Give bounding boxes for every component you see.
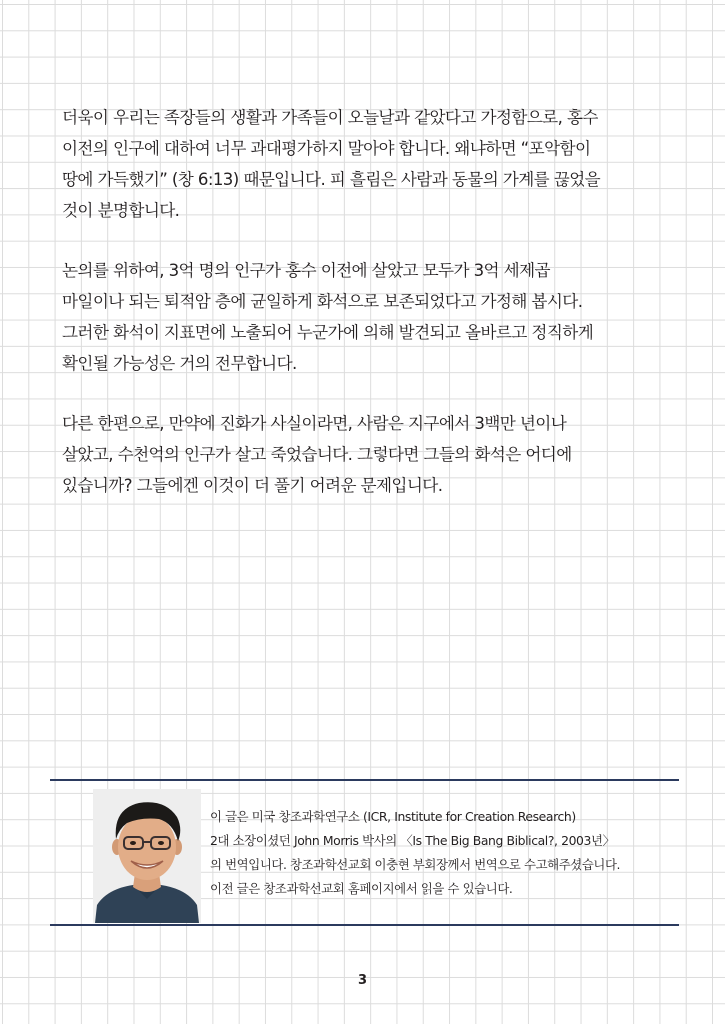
text-line: 살았고, 수천억의 인구가 살고 죽었습니다. 그렇다면 그들의 화석은 어디에 xyxy=(62,445,572,464)
author-portrait-icon xyxy=(93,789,201,923)
text-line: 있습니까? 그들에겐 이것이 더 풀기 어려운 문제입니다. xyxy=(62,476,443,495)
text-line: 마일이나 되는 퇴적암 층에 균일하게 화석으로 보존되었다고 가정해 봅시다. xyxy=(62,292,583,311)
note-line: 이전 글은 창조과학선교회 홈페이지에서 읽을 수 있습니다. xyxy=(210,881,513,896)
paragraph xyxy=(62,408,674,501)
note-line: 이 글은 미국 창조과학연구소 (ICR, Institute for Creation Research) xyxy=(210,809,576,824)
text-line: 다른 한편으로, 만약에 진화가 사실이라면, 사람은 지구에서 3백만 년이나 xyxy=(62,414,567,433)
note-line: 2대 소장이셨던 John Morris 박사의 〈Is The Big Bang Biblical?, 2003년〉 xyxy=(210,833,615,848)
divider-bottom xyxy=(50,924,679,926)
text-line: 확인될 가능성은 거의 전무합니다. xyxy=(62,354,297,373)
text-line: 더욱이 우리는 족장들의 생활과 가족들이 오늘날과 같았다고 가정함으로, 홍수 xyxy=(62,108,598,127)
author-photo xyxy=(93,789,201,923)
page-number: 3 xyxy=(357,973,368,988)
text-line: 그러한 화석이 지표면에 노출되어 누군가에 의해 발견되고 올바르고 정직하게 xyxy=(62,323,594,342)
divider-top xyxy=(50,779,679,781)
article-body xyxy=(62,102,674,530)
paragraph xyxy=(62,255,674,379)
text-line: 땅에 가득했기” (창 6:13) 때문입니다. 피 흘림은 사람과 동물의 가계를 끊었을 xyxy=(62,170,601,189)
author-note xyxy=(210,805,670,901)
text-line: 이전의 인구에 대하여 너무 과대평가하지 말아야 합니다. 왜냐하면 “포악함이 xyxy=(62,139,591,158)
note-line: 의 번역입니다. 창조과학선교회 이충현 부회장께서 번역으로 수고해주셨습니다. xyxy=(210,857,621,872)
text-line: 논의를 위하여, 3억 명의 인구가 홍수 이전에 살았고 모두가 3억 세제곱 xyxy=(62,261,550,280)
text-line: 것이 분명합니다. xyxy=(62,201,180,220)
paragraph xyxy=(62,102,674,226)
